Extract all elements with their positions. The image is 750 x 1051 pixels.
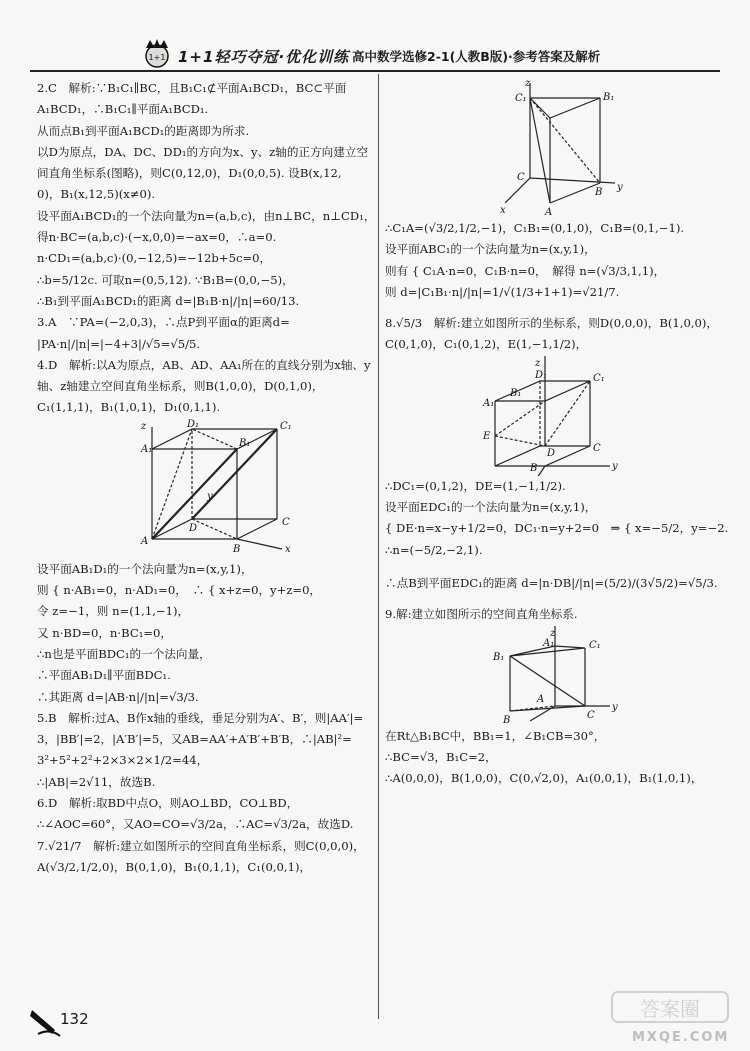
answer-line: 得n·BC=(a,b,c)·(−x,0,0)=−ax=0，∴a=0. bbox=[37, 230, 277, 245]
answer-line: ∴|AB|=2√11，故选B. bbox=[37, 774, 156, 789]
answer-line: ∴b=5/12c. 可取n=(0,5,12). ∵B₁B=(0,0,−5)， bbox=[37, 272, 294, 287]
left-column bbox=[37, 78, 374, 878]
svg-text:答案圈: 答案圈 bbox=[640, 997, 700, 1021]
answer-line: 则 d=|C₁B₁·n|/|n|=1/√(1/3+1+1)=√21/7. bbox=[385, 284, 620, 299]
svg-text:A₁: A₁ bbox=[141, 443, 153, 455]
answer-line: 2.C 解析:∵B₁C₁∥BC，且B₁C₁⊄平面A₁BCD₁，BC⊂平面 bbox=[37, 81, 347, 95]
crown-logo-icon bbox=[140, 38, 174, 68]
svg-text:z: z bbox=[141, 420, 147, 432]
answer-line: 0)，B₁(x,12,5)(x≠0). bbox=[37, 187, 156, 202]
svg-text:B: B bbox=[595, 187, 603, 198]
answer-line: n·CD₁=(a,b,c)·(0,−12,5)=−12b+5c=0， bbox=[37, 251, 272, 266]
header-subtitle: 高中数学选修2-1(人教B版)·参考答案及解析 bbox=[352, 49, 601, 64]
box-figure-q8 bbox=[385, 356, 725, 476]
right-column bbox=[385, 78, 729, 789]
answer-line: ∴n=(−5/2,−2,1). bbox=[385, 542, 483, 557]
svg-text:z: z bbox=[550, 627, 556, 639]
svg-text:x: x bbox=[500, 205, 506, 216]
svg-text:x: x bbox=[285, 543, 291, 555]
svg-text:C₁: C₁ bbox=[515, 93, 527, 104]
svg-text:1+1: 1+1 bbox=[148, 53, 166, 62]
answer-line: ∴点B到平面EDC₁的距离 d=|n·DB|/|n|=(5/2)/(3√5/2)=√5/3. bbox=[385, 575, 718, 590]
answer-line: 在Rt△B₁BC中，BB₁=1，∠B₁CB=30°， bbox=[385, 728, 606, 743]
svg-text:A: A bbox=[141, 535, 149, 547]
answer-line: 3.A ∵PA=(−2,0,3)，∴点P到平面α的距离d= bbox=[37, 315, 290, 330]
answer-line: 间直角坐标系(图略)，则C(0,12,0)，D₁(0,0,5). 设B(x,12, bbox=[37, 166, 342, 181]
svg-text:z: z bbox=[535, 357, 541, 369]
svg-text:y: y bbox=[617, 182, 623, 193]
answer-line: 5.B 解析:过A、B作x轴的垂线，垂足分别为A′、B′，则|AA′|= bbox=[37, 710, 364, 725]
answer-line: 4.D 解析:以A为原点，AB、AD、AA₁所在的直线分别为x轴、y bbox=[37, 357, 371, 372]
answer-line: A(√3/2,1/2,0)，B(0,1,0)，B₁(0,1,1)，C₁(0,0,1)， bbox=[37, 859, 312, 874]
prism-figure-q7 bbox=[385, 78, 725, 218]
svg-text:y: y bbox=[612, 701, 618, 713]
answer-line: ∴B₁到平面A₁BCD₁的距离 d=|B₁B·n|/|n|=60/13. bbox=[37, 293, 300, 308]
answer-line: C(0,1,0)，C₁(0,1,2)，E(1,−1,1/2)， bbox=[385, 337, 588, 352]
answer-line: 以D为原点，DA、DC、DD₁的方向为x、y、z轴的正方向建立空 bbox=[37, 144, 369, 159]
svg-text:C: C bbox=[517, 172, 525, 183]
answer-line: 则 { n·AB₁=0，n·AD₁=0， ∴ { x+z=0，y+z=0， bbox=[37, 583, 322, 598]
svg-text:C: C bbox=[593, 442, 601, 454]
watermark-text: MXQE.COM bbox=[632, 1030, 730, 1045]
answer-line: ∴∠AOC=60°，又AO=CO=√3/2a，∴AC=√3/2a，故选D. bbox=[37, 817, 354, 832]
svg-text:D₁: D₁ bbox=[535, 369, 548, 381]
svg-text:C: C bbox=[587, 709, 595, 721]
svg-text:E: E bbox=[483, 430, 491, 442]
svg-text:C₁: C₁ bbox=[593, 372, 605, 384]
svg-text:B: B bbox=[233, 543, 241, 555]
svg-text:A: A bbox=[545, 207, 553, 218]
svg-text:D: D bbox=[547, 447, 556, 459]
answer-line: 设平面A₁BCD₁的一个法向量为n=(a,b,c)，由n⊥BC，n⊥CD₁， bbox=[37, 208, 376, 223]
answer-line: ∴C₁A=(√3/2,1/2,−1)，C₁B₁=(0,1,0)，C₁B=(0,1,−1). bbox=[385, 221, 685, 235]
answer-line: 3²+5²+2²+2×3×2×1/2=44， bbox=[37, 753, 209, 768]
svg-text:y: y bbox=[612, 460, 618, 472]
svg-text:A: A bbox=[537, 693, 545, 705]
answer-line: 6.D 解析:取BD中点O，则AO⊥BD，CO⊥BD， bbox=[37, 796, 299, 811]
answer-line: 3，|BB′|=2，|A′B′|=5，又AB=AA′+A′B′+B′B，∴|AB|²= bbox=[37, 732, 352, 747]
svg-text:B₁: B₁ bbox=[510, 387, 522, 399]
brand-title: 1+1轻巧夺冠·优化训练 bbox=[178, 48, 350, 66]
answer-line: C₁(1,1,1)，B₁(1,0,1)，D₁(0,1,1). bbox=[37, 400, 221, 415]
svg-text:C: C bbox=[282, 516, 290, 528]
answer-line: { DE·n=x−y+1/2=0，DC₁·n=y+2=0 ⇒ { x=−5/2，y=−2. bbox=[385, 521, 729, 536]
svg-text:C₁: C₁ bbox=[589, 639, 601, 651]
svg-text:B₁: B₁ bbox=[493, 651, 505, 663]
svg-text:B: B bbox=[530, 462, 538, 474]
answer-line: 设平面ABC₁的一个法向量为n=(x,y,1)， bbox=[385, 242, 596, 257]
svg-text:D₁: D₁ bbox=[187, 418, 200, 430]
page-number: 132 bbox=[60, 1010, 89, 1028]
svg-text:z: z bbox=[525, 78, 531, 89]
answer-line: 则有 { C₁A·n=0，C₁B·n=0， 解得 n=(√3/3,1,1)， bbox=[385, 263, 666, 278]
svg-text:A₁: A₁ bbox=[543, 637, 555, 649]
answer-line: ∴A(0,0,0)，B(1,0,0)，C(0,√2,0)，A₁(0,0,1)，B₁(1,0,1)， bbox=[385, 771, 703, 786]
prism-figure-q9 bbox=[385, 626, 725, 726]
answer-line: ∴平面AB₁D₁∥平面BDC₁. bbox=[37, 668, 171, 683]
svg-text:D: D bbox=[189, 522, 198, 534]
answer-line: 8.√5/3 解析:建立如图所示的坐标系，则D(0,0,0)，B(1,0,0)， bbox=[385, 316, 719, 331]
answer-line: ∴其距离 d=|AB·n|/|n|=√3/3. bbox=[37, 689, 199, 704]
answer-line: 设平面EDC₁的一个法向量为n=(x,y,1)， bbox=[385, 500, 597, 515]
answer-line: ∴n也是平面BDC₁的一个法向量， bbox=[37, 646, 211, 661]
svg-text:A₁: A₁ bbox=[483, 397, 495, 409]
answer-line: 设平面AB₁D₁的一个法向量为n=(x,y,1)， bbox=[37, 561, 253, 576]
answer-line: 从而点B₁到平面A₁BCD₁的距离即为所求. bbox=[37, 123, 250, 138]
column-divider bbox=[378, 74, 379, 1019]
answer-line: 9.解:建立如图所示的空间直角坐标系. bbox=[385, 607, 578, 622]
answer-line: 令 z=−1，则 n=(1,1,−1)， bbox=[37, 604, 190, 619]
answer-line: ∴BC=√3，B₁C=2， bbox=[385, 749, 497, 764]
svg-text:B₁: B₁ bbox=[603, 92, 615, 103]
cube-figure bbox=[37, 419, 374, 559]
page-header bbox=[0, 0, 750, 70]
header-rule bbox=[30, 70, 720, 72]
svg-text:B: B bbox=[503, 714, 511, 726]
answer-line: ∴DC₁=(0,1,2)，DE=(1,−1,1/2). bbox=[385, 478, 566, 493]
svg-text:B₁: B₁ bbox=[239, 437, 251, 449]
answer-line: 7.√21/7 解析:建立如图所示的空间直角坐标系，则C(0,0,0)， bbox=[37, 838, 365, 853]
answer-line: 轴、z轴建立空间直角坐标系，则B(1,0,0)，D(0,1,0)， bbox=[37, 379, 324, 394]
answer-line: |PA·n|/|n|=|−4+3|/√5=√5/5. bbox=[37, 336, 201, 351]
svg-text:C₁: C₁ bbox=[280, 420, 292, 432]
answer-line: A₁BCD₁，∴B₁C₁∥平面A₁BCD₁. bbox=[37, 102, 209, 117]
answer-line: 又 n·BD=0，n·BC₁=0， bbox=[37, 625, 173, 640]
svg-text:y: y bbox=[207, 490, 213, 502]
